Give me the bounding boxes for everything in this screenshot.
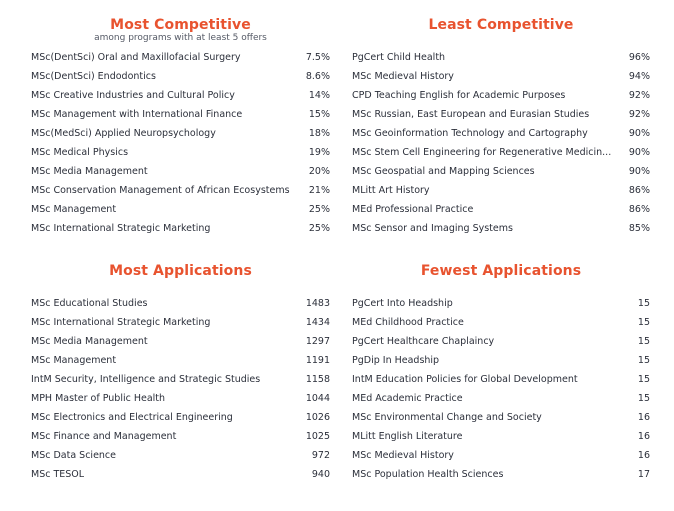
program-name: MSc(MedSci) Applied Neuropsychology <box>31 128 216 139</box>
list-item <box>352 124 650 143</box>
list-item <box>31 124 330 143</box>
list-item <box>352 427 650 446</box>
program-name: MSc International Strategic Marketing <box>31 317 211 328</box>
program-name: MSc Management with International Finance <box>31 109 243 120</box>
program-name: MSc Electronics and Electrical Engineering <box>31 412 233 423</box>
list-item <box>352 219 650 238</box>
list-item <box>31 219 330 238</box>
program-value: 14% <box>308 90 330 101</box>
program-name: MSc Finance and Management <box>31 431 177 442</box>
program-name: MLitt English Literature <box>352 431 463 442</box>
program-value: 1158 <box>305 374 330 385</box>
program-name: MSc Sensor and Imaging Systems <box>352 223 513 234</box>
program-value: 92% <box>628 109 650 120</box>
list-item <box>352 143 650 162</box>
list-item <box>31 370 330 389</box>
program-value: 16 <box>637 450 650 461</box>
program-value: 16 <box>637 412 650 423</box>
program-value: 94% <box>628 71 650 82</box>
list-item <box>31 67 330 86</box>
program-value: 1191 <box>305 355 330 366</box>
list-item <box>31 162 330 181</box>
list-item <box>31 48 330 67</box>
program-value: 1297 <box>305 336 330 347</box>
list-item <box>31 105 330 124</box>
program-value: 1434 <box>305 317 330 328</box>
program-value: 1044 <box>305 393 330 404</box>
list-item <box>31 408 330 427</box>
program-value: 19% <box>308 147 330 158</box>
program-value: 92% <box>628 90 650 101</box>
program-name: MSc Medieval History <box>352 450 454 461</box>
panel-title: Most Competitive <box>110 17 251 33</box>
program-value: 1025 <box>305 431 330 442</box>
list-item <box>352 313 650 332</box>
program-name: MLitt Art History <box>352 185 430 196</box>
program-value: 86% <box>628 185 650 196</box>
program-value: 96% <box>628 52 650 63</box>
ranking-list <box>31 48 330 238</box>
list-item <box>31 294 330 313</box>
panel-title: Least Competitive <box>428 17 574 33</box>
program-value: 15 <box>637 336 650 347</box>
program-value: 1483 <box>305 298 330 309</box>
program-name: MSc Environmental Change and Society <box>352 412 542 423</box>
program-value: 7.5% <box>305 52 330 63</box>
program-value: 21% <box>308 185 330 196</box>
list-item <box>31 143 330 162</box>
list-item <box>31 427 330 446</box>
program-value: 20% <box>308 166 330 177</box>
list-item <box>31 181 330 200</box>
program-name: MEd Childhood Practice <box>352 317 464 328</box>
program-value: 90% <box>628 166 650 177</box>
program-name: IntM Education Policies for Global Development <box>352 374 578 385</box>
program-value: 15 <box>637 317 650 328</box>
program-value: 85% <box>628 223 650 234</box>
program-value: 86% <box>628 204 650 215</box>
list-item <box>352 162 650 181</box>
program-name: MSc Media Management <box>31 166 148 177</box>
program-value: 25% <box>308 223 330 234</box>
program-name: MSc(DentSci) Endodontics <box>31 71 156 82</box>
list-item <box>31 351 330 370</box>
program-name: MEd Professional Practice <box>352 204 474 215</box>
panel-title: Fewest Applications <box>420 263 582 279</box>
list-item <box>352 67 650 86</box>
program-name: MEd Academic Practice <box>352 393 463 404</box>
program-name: MSc Educational Studies <box>31 298 148 309</box>
program-value: 15 <box>637 374 650 385</box>
program-value: 940 <box>311 469 330 480</box>
program-value: 18% <box>308 128 330 139</box>
program-name: PgCert Child Health <box>352 52 446 63</box>
program-name: PgDip In Headship <box>352 355 440 366</box>
program-name: MSc Geospatial and Mapping Sciences <box>352 166 535 177</box>
list-item <box>31 200 330 219</box>
program-name: IntM Security, Intelligence and Strategic Studies <box>31 374 261 385</box>
list-item <box>31 446 330 465</box>
program-name: MSc Management <box>31 204 117 215</box>
list-item <box>352 181 650 200</box>
ranking-list <box>352 294 650 484</box>
program-value: 15% <box>308 109 330 120</box>
program-value: 15 <box>637 355 650 366</box>
list-item <box>352 200 650 219</box>
program-name: MSc Data Science <box>31 450 116 461</box>
program-value: 90% <box>628 147 650 158</box>
list-item <box>352 86 650 105</box>
program-name: MSc(DentSci) Oral and Maxillofacial Surgery <box>31 52 241 63</box>
list-item <box>352 48 650 67</box>
list-item <box>352 332 650 351</box>
list-item <box>352 105 650 124</box>
program-value: 8.6% <box>305 71 330 82</box>
list-item <box>31 313 330 332</box>
program-value: 1026 <box>305 412 330 423</box>
program-name: MSc Medical Physics <box>31 147 129 158</box>
program-value: 15 <box>637 393 650 404</box>
list-item <box>31 86 330 105</box>
ranking-list <box>31 294 330 484</box>
program-name: MPH Master of Public Health <box>31 393 166 404</box>
program-name: CPD Teaching English for Academic Purposes <box>352 90 566 101</box>
list-item <box>352 446 650 465</box>
panel-subtitle: among programs with at least 5 offers <box>94 33 267 43</box>
program-name: MSc Media Management <box>31 336 148 347</box>
program-value: 16 <box>637 431 650 442</box>
list-item <box>352 465 650 484</box>
list-item <box>31 389 330 408</box>
program-name: MSc Management <box>31 355 117 366</box>
program-name: MSc Conservation Management of African Ecosystems <box>31 185 290 196</box>
panel-title: Most Applications <box>109 263 252 279</box>
list-item <box>31 332 330 351</box>
list-item <box>352 294 650 313</box>
program-value: 17 <box>637 469 650 480</box>
list-item <box>352 408 650 427</box>
program-name: MSc Population Health Sciences <box>352 469 504 480</box>
list-item <box>352 370 650 389</box>
program-name: PgCert Into Headship <box>352 298 453 309</box>
program-name: MSc Russian, East European and Eurasian Studies <box>352 109 590 120</box>
program-value: 972 <box>311 450 330 461</box>
program-value: 15 <box>637 298 650 309</box>
program-value: 90% <box>628 128 650 139</box>
program-name: MSc Geoinformation Technology and Cartography <box>352 128 588 139</box>
list-item <box>31 465 330 484</box>
program-name: MSc TESOL <box>31 469 85 480</box>
program-name: MSc Stem Cell Engineering for Regenerative Medicin... <box>352 147 612 158</box>
ranking-list <box>352 48 650 238</box>
list-item <box>352 389 650 408</box>
program-name: PgCert Healthcare Chaplaincy <box>352 336 495 347</box>
program-name: MSc Creative Industries and Cultural Policy <box>31 90 235 101</box>
list-item <box>352 351 650 370</box>
program-value: 25% <box>308 204 330 215</box>
program-name: MSc International Strategic Marketing <box>31 223 211 234</box>
program-name: MSc Medieval History <box>352 71 454 82</box>
